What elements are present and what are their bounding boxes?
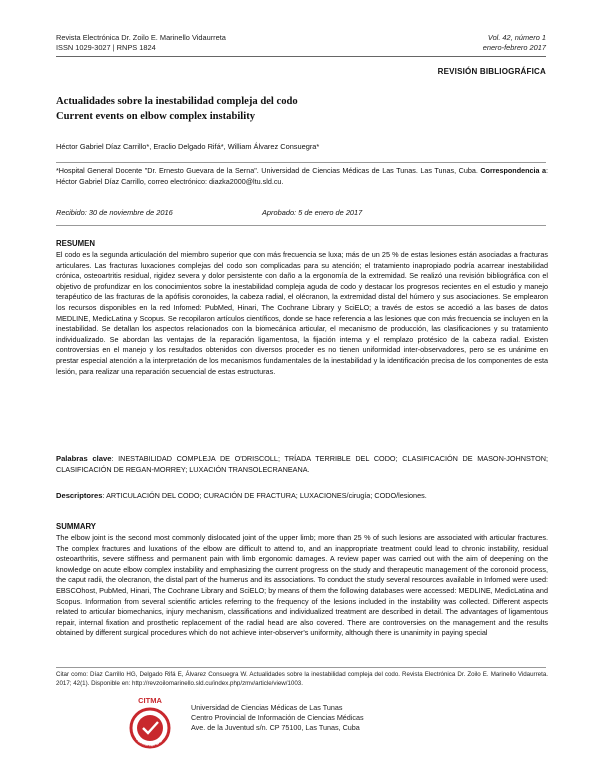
resumen-heading: RESUMEN bbox=[56, 239, 95, 248]
issue-info bbox=[483, 33, 546, 53]
approved-date: Aprobado: 5 de enero de 2017 bbox=[262, 208, 363, 217]
affiliation-text: *Hospital General Docente "Dr. Ernesto Guevara de la Serna". Universidad de Ciencias Médicas de Las Tunas. Las Tunas, Cuba. bbox=[56, 166, 478, 175]
affiliation-divider bbox=[56, 162, 546, 163]
keywords-label: Palabras clave bbox=[56, 454, 112, 463]
summary-body: The elbow joint is the second most commonly dislocated joint of the upper limb; more than 25 % of such lesions are associated with articular fractures. The complex fractures and luxations of the elbow are difficult to attend to, and an inappropriate treatment could lead to chronic instability, residual osteoarthritis, severe stiffness and permanent pain with limb ergonomic damages. A review paper was carried out with the aim of deepening on the knowledge on acute elbow complex instability and emphasizing the current progress on the study and therapeutic management of the coronoid process, the caput radii, the olecranon, the distal part of the humerus and its associations. To conduct the study several resources available in Infomed were used: EBSCOhost, PubMed, Hinari, The Cochrane Library and SciELO; by means of them the following databases were accessed: MEDLINE, MedicLatina and Scopus. Information from several scientific articles referring to the frequency of the lesions included in the instability was collected. Different aspects related to articular biomechanics, injury mechanism, classifications and individualized treatment are described in detail. The advantages of ligamentous repair, internal fixation and prosthetic replacement of the radial head are also covered. There are controversies on the management and the results obtained by different surgical procedures which do not achieve inter-observer's uniformity, although there is unanimity in paying special bbox=[56, 533, 548, 638]
volume-number: Vol. 42, número 1 bbox=[487, 33, 546, 42]
logo-arc-label: CERTIFICADO bbox=[134, 735, 164, 748]
correspondence-text: : Héctor Gabriel Díaz Carrillo, correo electrónico: diazka2000@ltu.sld.cu. bbox=[56, 166, 548, 186]
header-divider bbox=[56, 56, 546, 57]
descriptors-text: : ARTICULACIÓN DEL CODO; CURACIÓN DE FRACTURA; LUXACIONES/cirugía; CODO/lesiones. bbox=[102, 491, 427, 500]
citation: Citar como: Díaz Carrillo HG, Delgado Rifá E, Álvarez Consuegra W. Actualidades sobre la inestabilidad compleja del codo. Revista Electrónica Dr. Zoilo E. Marinello Vidaurreta. 2017; 42(1). Disponible en: http://revzoilomarinello.sld.cu/index.php/zmv/article/view/1003. bbox=[56, 671, 548, 687]
descriptors-label: Descriptores bbox=[56, 491, 103, 500]
journal-issn: ISSN 1029-3027 | RNPS 1824 bbox=[56, 43, 156, 52]
affiliation bbox=[56, 166, 548, 187]
keywords bbox=[56, 454, 548, 475]
article-dates bbox=[56, 208, 363, 217]
journal-header bbox=[56, 33, 226, 53]
received-date: Recibido: 30 de noviembre de 2016 bbox=[56, 208, 173, 217]
citma-certified-logo bbox=[118, 695, 182, 751]
keywords-text: : INESTABILIDAD COMPLEJA DE O'DRISCOLL; TRÍADA TERRIBLE DEL CODO; CLASIFICACIÓN DE MASON-JOHNSTON; CLASIFICACIÓN DE REGAN-MORREY; LUXACIÓN TRANSOLECRANEANA. bbox=[56, 454, 548, 474]
institution-line-2: Centro Provincial de Información de Ciencias Médicas bbox=[191, 713, 364, 722]
resumen-body: El codo es la segunda articulación del miembro superior que con más frecuencia se luxa; más de un 25 % de estas lesiones están asociadas a fracturas articulares. Las fracturas luxaciones complejas del codo son complicadas para su atención; el tratamiento inapropiado podría acarrear inestabilidad crónica, osteoartritis residual, rigidez severa y dolor persistente con daño a la ergonomía de la extremidad. Se realizó una revisión bibliográfica con el objetivo de profundizar en los conocimientos sobre la inestabilidad compleja aguda de codo y destacar los progresos recientes en el estudio y manejo terapéutico de las fracturas de la apófisis coronoides, la cabeza radial, el olécranon, la extremidad distal del húmero y sus asociaciones. Se emplearon los recursos disponibles en la red Infomed: PubMed, Hinari, The Cochrane Library y SciELO; a través de estos se accedió a las bases de datos MEDLINE, MedicLatina y Scopus. Se recopilaron artículos científicos, donde se hace referencia a las lesiones que con más frecuencia se incluyen en la inestabilidad. Se detallan los aspectos relacionados con la biomecánica articular, el mecanismo de producción, las clasificaciones y su tratamiento individualizado. Se abordan las ventajas de la reparación ligamentosa, la fijación interna y el remplazo protésico de la cabeza radial. Existen controversias en el manejo y los resultados obtenidos con diversos proceder es no tienen uniformidad inter-observadores, pero se es unánime en prestar especial atención a la interpretación de los mecanismos fundamentales de la inestabilidad y la identificación precisa de los componentes de esta lesión, para realizar una reparación secuencial de estas estructuras. bbox=[56, 250, 548, 376]
descriptors bbox=[56, 491, 548, 502]
issue-date: enero-febrero 2017 bbox=[482, 43, 546, 52]
section-type: REVISIÓN BIBLIOGRÁFICA bbox=[437, 67, 546, 76]
title-spanish: Actualidades sobre la inestabilidad compleja del codo bbox=[56, 96, 298, 107]
correspondence-label: Correspondencia a bbox=[480, 166, 546, 175]
institution-line-1: Universidad de Ciencias Médicas de Las Tunas bbox=[191, 703, 343, 712]
institution-footer bbox=[191, 703, 364, 733]
journal-name: Revista Electrónica Dr. Zoilo E. Marinello Vidaurreta bbox=[56, 33, 226, 42]
article-title bbox=[56, 94, 546, 124]
institution-line-3: Ave. de la Juventud s/n. CP 75100, Las Tunas, Cuba bbox=[191, 723, 360, 732]
summary-heading: SUMMARY bbox=[56, 522, 96, 531]
title-english: Current events on elbow complex instability bbox=[56, 111, 256, 122]
citation-divider bbox=[56, 667, 546, 668]
dates-divider bbox=[56, 225, 546, 226]
authors: Héctor Gabriel Díaz Carrillo*, Eraclio Delgado Rifá*, William Álvarez Consuegra* bbox=[56, 142, 320, 151]
logo-core bbox=[137, 715, 163, 741]
logo-top-text: CITMA bbox=[138, 696, 162, 705]
